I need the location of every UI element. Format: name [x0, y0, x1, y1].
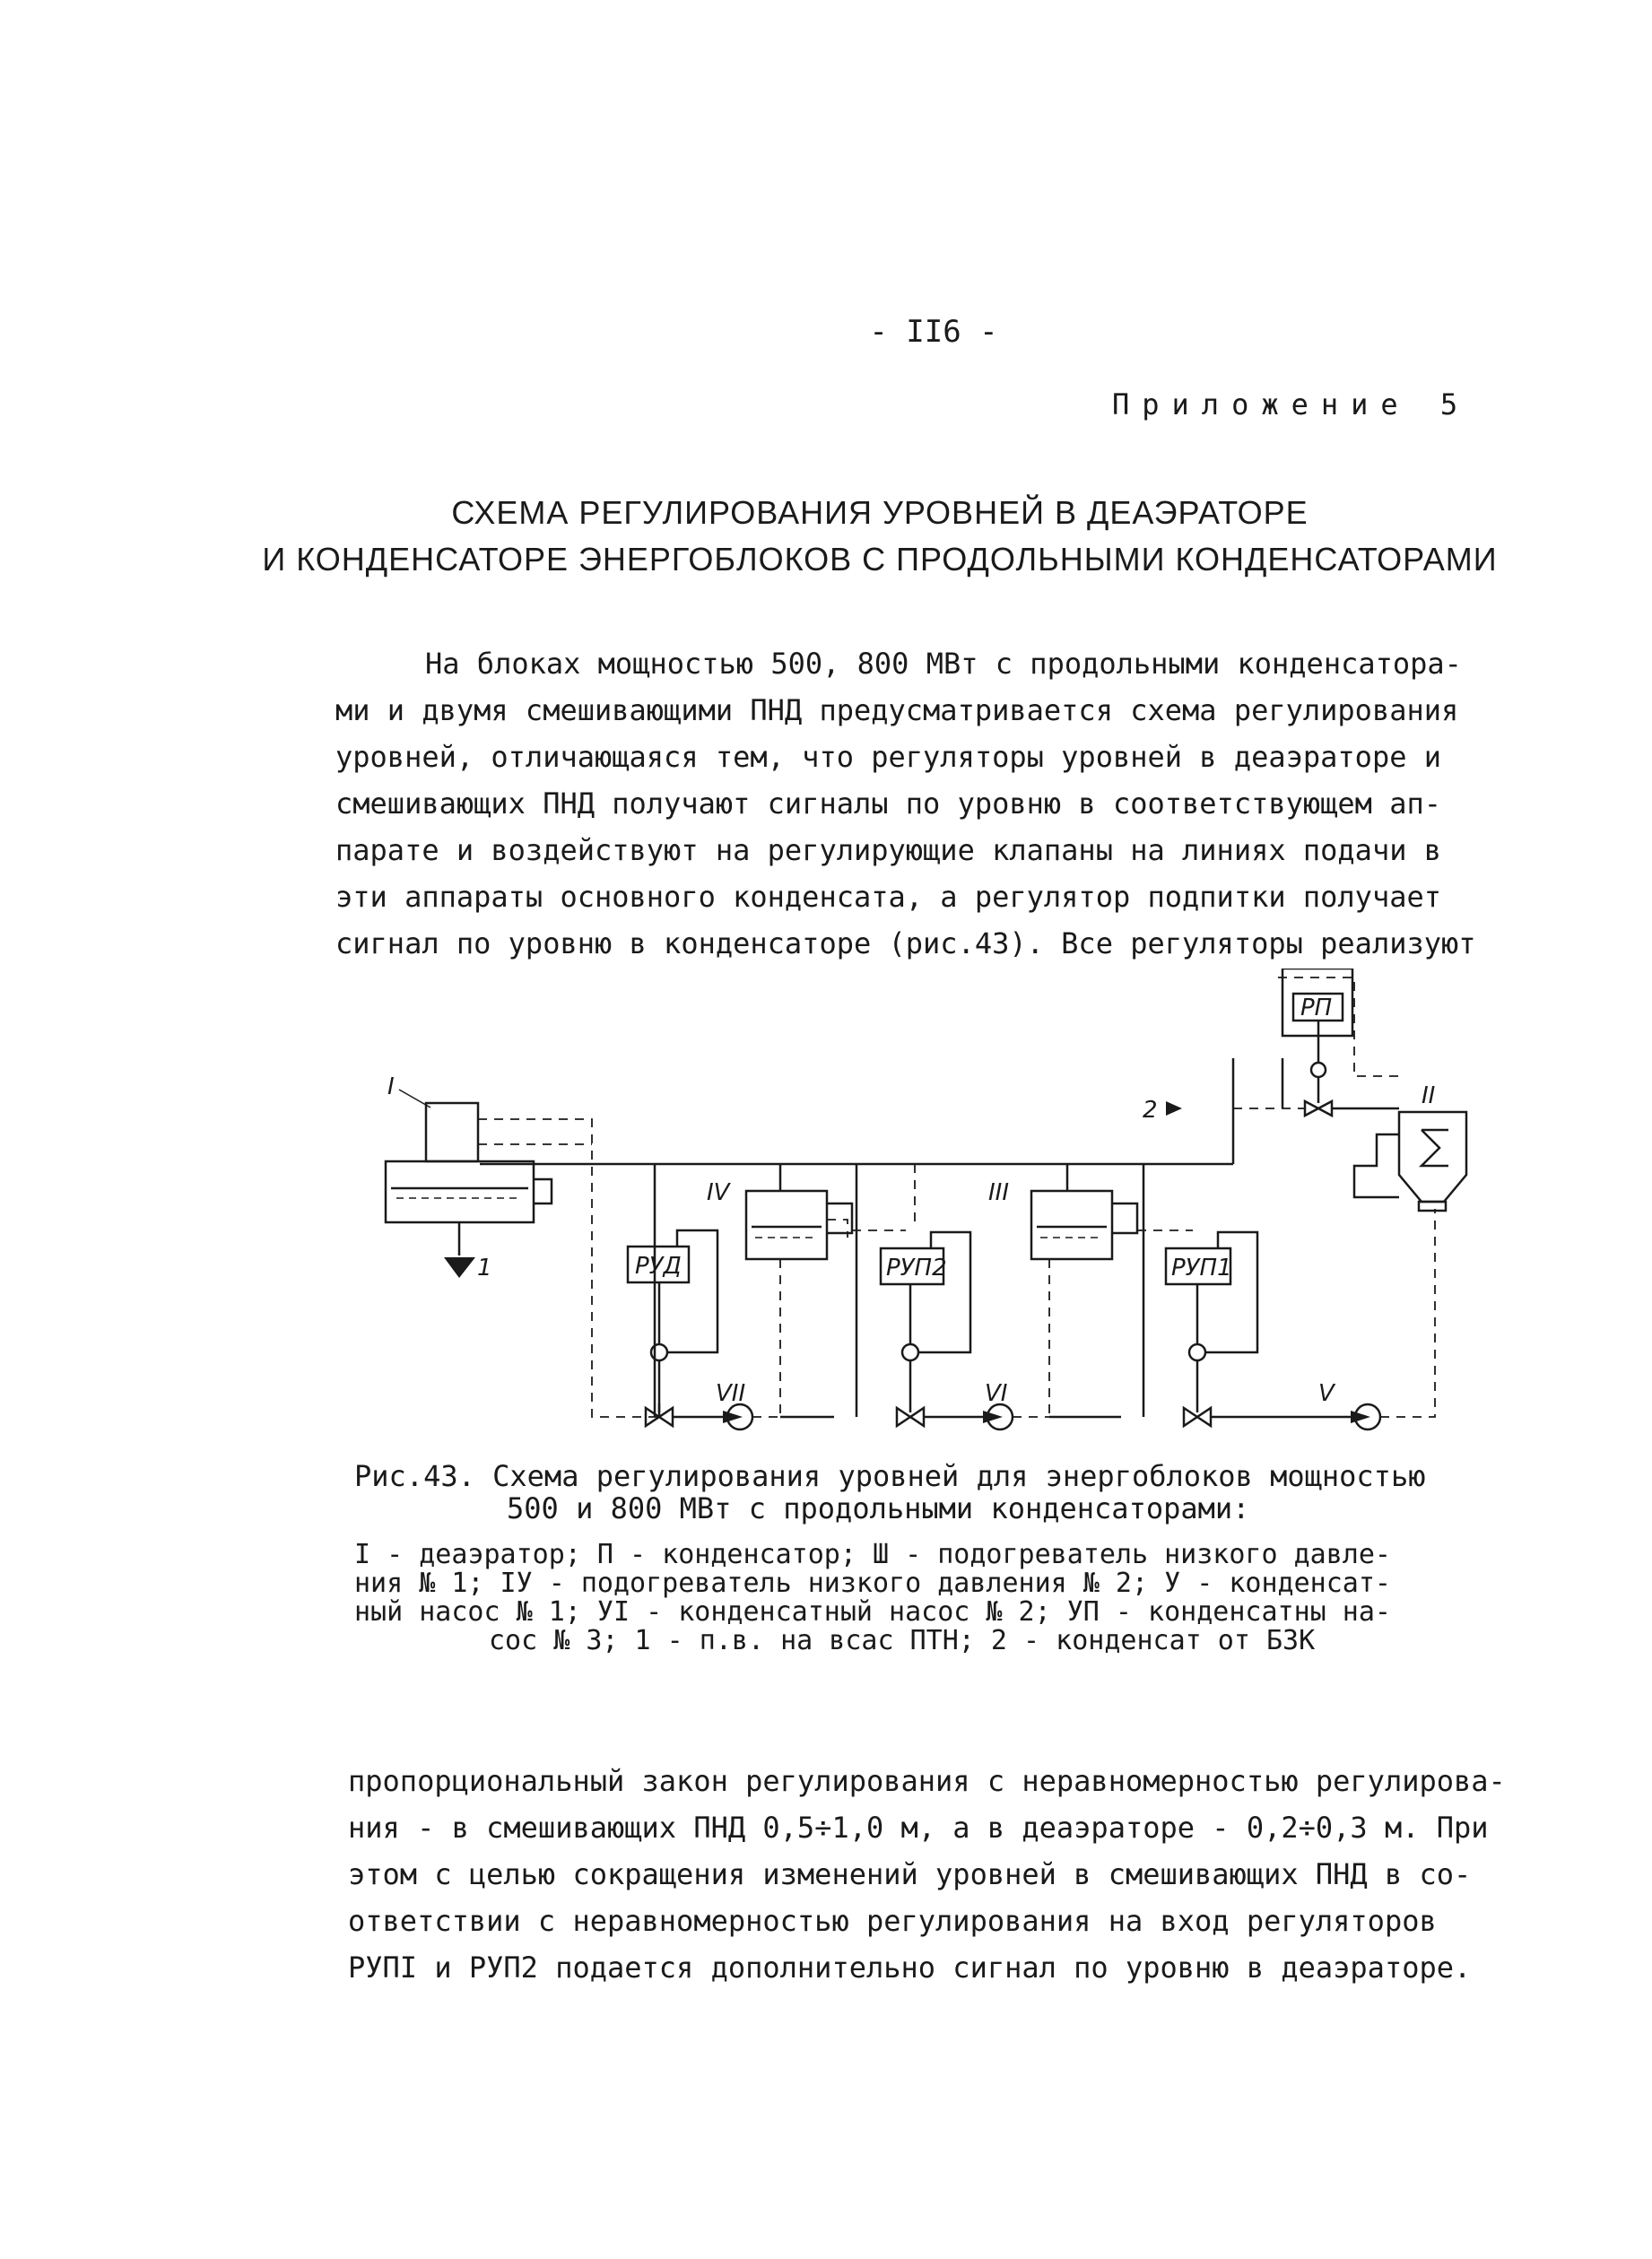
- lp-heater-iii: [1031, 1191, 1112, 1259]
- label-deaerator: I: [387, 1073, 395, 1100]
- figure-legend: [354, 1541, 1565, 1655]
- text-line: смешивающих ПНД получают сигналы по уровню в соответствующем ап-: [335, 786, 1441, 821]
- lp-heater-iv: [746, 1191, 827, 1259]
- legend-line: ный насос № 1; УI - конденсатный насос № 2; УП - конденсатны на-: [354, 1596, 1391, 1628]
- text-line: этом с целью сокращения изменений уровней в смешивающих ПНД в со-: [348, 1857, 1472, 1891]
- label-flow-1: 1: [477, 1255, 492, 1282]
- label-rup2: РУП2: [886, 1255, 947, 1282]
- text-line: сигнал по уровню в конденсаторе (рис.43). Все регуляторы реализуют: [335, 926, 1476, 960]
- text-line: ния - в смешивающих ПНД 0,5÷1,0 м, а в деаэраторе - 0,2÷0,3 м. При: [348, 1811, 1489, 1845]
- document-title: [54, 490, 1652, 583]
- label-heater-iv: IV: [707, 1179, 730, 1206]
- label-rup1: РУП1: [1171, 1255, 1232, 1282]
- legend-line: I - деаэратор; П - конденсатор; Ш - подогреватель низкого давле-: [354, 1539, 1391, 1570]
- condenser-body: [1399, 1112, 1466, 1202]
- label-flow-2: 2: [1143, 1097, 1158, 1124]
- body-paragraph-1: [335, 640, 1573, 967]
- text-line: пропорциональный закон регулирования с неравномерностью регулирова-: [348, 1764, 1506, 1798]
- label-rp: РП: [1300, 995, 1333, 1021]
- page-number: - II6 -: [869, 314, 998, 350]
- text-line: На блоках мощностью 500, 800 МВт с продольными конденсатора-: [425, 647, 1462, 681]
- control-scheme: [332, 969, 1552, 1471]
- appendix-label: Приложение 5: [1112, 387, 1471, 421]
- label-pump-v: V: [1318, 1380, 1335, 1407]
- legend-line: ния № 1; IУ - подогреватель низкого давления № 2; У - конденсат-: [354, 1568, 1391, 1599]
- title-line: И КОНДЕНСАТОРЕ ЭНЕРГОБЛОКОВ С ПРОДОЛЬНЫМИ КОНДЕНСАТОРАМИ: [262, 541, 1498, 578]
- label-heater-iii: III: [988, 1179, 1010, 1206]
- text-line: ответствии с неравномерностью регулирования на вход регуляторов: [348, 1904, 1437, 1938]
- label-pump-vii: VII: [716, 1380, 746, 1407]
- label-pump-vi: VI: [985, 1380, 1008, 1407]
- text-line: РУПI и РУП2 подается дополнительно сигнал по уровню в деаэраторе.: [348, 1951, 1472, 1985]
- text-line: ми и двумя смешивающими ПНД предусматривается схема регулирования: [335, 693, 1459, 727]
- label-rud: РУД: [635, 1253, 682, 1280]
- text-line: парате и воздействуют на регулирующие клапаны на линиях подачи в: [335, 833, 1441, 867]
- caption-line: Рис.43. Схема регулирования уровней для энергоблоков мощностью: [354, 1459, 1426, 1493]
- legend-line: сос № 3; 1 - п.в. на всас ПТН; 2 - конденсат от БЗК: [489, 1625, 1316, 1656]
- caption-line: 500 и 800 МВт с продольными конденсаторами:: [507, 1491, 1250, 1525]
- body-paragraph-2: [348, 1758, 1604, 1991]
- label-condenser: II: [1422, 1082, 1436, 1109]
- text-line: уровней, отличающаяся тем, что регуляторы уровней в деаэраторе и: [335, 740, 1441, 774]
- title-line: СХЕМА РЕГУЛИРОВАНИЯ УРОВНЕЙ В ДЕАЭРАТОРЕ: [451, 494, 1309, 531]
- text-line: эти аппараты основного конденсата, а регулятор подпитки получает: [335, 880, 1441, 914]
- caption-title: [354, 1460, 1565, 1525]
- deaerator-vessel: [386, 1103, 534, 1255]
- figure-caption: [354, 1460, 1565, 1655]
- figure-43-diagram: [332, 969, 1552, 1471]
